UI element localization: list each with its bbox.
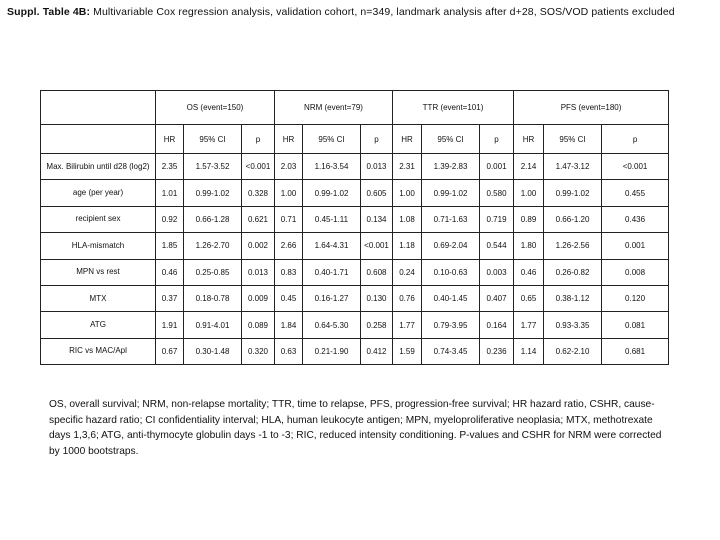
table-cell: 0.134 xyxy=(361,206,393,232)
empty-corner-cell xyxy=(41,91,156,125)
table-cell: <0.001 xyxy=(602,154,669,180)
row-label: MTX xyxy=(41,285,156,311)
table-cell: 0.320 xyxy=(242,338,275,364)
table-cell: 0.99-1.02 xyxy=(422,180,480,206)
table-cell: 0.46 xyxy=(156,259,184,285)
table-cell: 2.14 xyxy=(514,154,544,180)
table-cell: 1.80 xyxy=(514,233,544,259)
table-cell: 0.24 xyxy=(393,259,422,285)
table-row xyxy=(41,233,669,259)
subheader-row xyxy=(41,125,669,154)
row-label: recipient sex xyxy=(41,206,156,232)
table-cell: 0.621 xyxy=(242,206,275,232)
table-cell: 0.608 xyxy=(361,259,393,285)
table-cell: 0.89 xyxy=(514,206,544,232)
table-caption xyxy=(7,5,707,19)
row-label: Max. Bilirubin until d28 (log2) xyxy=(41,154,156,180)
table-cell: 2.31 xyxy=(393,154,422,180)
table-cell: 0.40-1.71 xyxy=(303,259,361,285)
table-cell: 1.00 xyxy=(393,180,422,206)
table-cell: 0.164 xyxy=(480,312,514,338)
table-cell: 0.16-1.27 xyxy=(303,285,361,311)
table-cell: 0.65 xyxy=(514,285,544,311)
table-cell: 0.013 xyxy=(242,259,275,285)
table-cell: 0.009 xyxy=(242,285,275,311)
table-cell: 0.46 xyxy=(514,259,544,285)
table-cell: 0.83 xyxy=(275,259,303,285)
table-cell: 0.37 xyxy=(156,285,184,311)
row-label: RIC vs MAC/Apl xyxy=(41,338,156,364)
table-cell: 0.99-1.02 xyxy=(184,180,242,206)
row-label: ATG xyxy=(41,312,156,338)
subheader-p: p xyxy=(242,125,275,154)
table-cell: 0.013 xyxy=(361,154,393,180)
subheader-hr: HR xyxy=(393,125,422,154)
table-cell: 1.84 xyxy=(275,312,303,338)
table-cell: 0.328 xyxy=(242,180,275,206)
subheader-ci: 95% CI xyxy=(303,125,361,154)
table-cell: 0.605 xyxy=(361,180,393,206)
table-cell: 0.38-1.12 xyxy=(544,285,602,311)
table-cell: 1.39-2.83 xyxy=(422,154,480,180)
table-cell: 0.74-3.45 xyxy=(422,338,480,364)
row-label: age (per year) xyxy=(41,180,156,206)
table-cell: 0.67 xyxy=(156,338,184,364)
table-row xyxy=(41,312,669,338)
table-cell: 0.40-1.45 xyxy=(422,285,480,311)
table-cell: 1.14 xyxy=(514,338,544,364)
table-cell: 1.91 xyxy=(156,312,184,338)
table-cell: 0.26-0.82 xyxy=(544,259,602,285)
table-cell: 0.92 xyxy=(156,206,184,232)
table-cell: 0.008 xyxy=(602,259,669,285)
group-header-row xyxy=(41,91,669,125)
subheader-p: p xyxy=(480,125,514,154)
row-label: HLA-mismatch xyxy=(41,233,156,259)
table-cell: 0.436 xyxy=(602,206,669,232)
group-header-nrm: NRM (event=79) xyxy=(275,91,393,125)
table-cell: 0.10-0.63 xyxy=(422,259,480,285)
table-cell: 2.03 xyxy=(275,154,303,180)
table-cell: <0.001 xyxy=(242,154,275,180)
table-cell: 0.18-0.78 xyxy=(184,285,242,311)
table-cell: 0.412 xyxy=(361,338,393,364)
table-cell: 0.79-3.95 xyxy=(422,312,480,338)
table-cell: 1.08 xyxy=(393,206,422,232)
table-cell: 1.16-3.54 xyxy=(303,154,361,180)
group-header-os: OS (event=150) xyxy=(156,91,275,125)
subheader-ci: 95% CI xyxy=(422,125,480,154)
subheader-hr: HR xyxy=(156,125,184,154)
table-cell: 0.63 xyxy=(275,338,303,364)
subheader-p: p xyxy=(361,125,393,154)
table-cell: 0.081 xyxy=(602,312,669,338)
table-cell: 0.71 xyxy=(275,206,303,232)
group-header-pfs: PFS (event=180) xyxy=(514,91,669,125)
table-cell: 0.69-2.04 xyxy=(422,233,480,259)
table-cell: 0.001 xyxy=(480,154,514,180)
table-cell: 0.62-2.10 xyxy=(544,338,602,364)
table-cell: 1.00 xyxy=(514,180,544,206)
table-cell: 0.71-1.63 xyxy=(422,206,480,232)
table-cell: 0.089 xyxy=(242,312,275,338)
table-cell: 0.99-1.02 xyxy=(544,180,602,206)
table-cell: 0.681 xyxy=(602,338,669,364)
table-cell: 0.236 xyxy=(480,338,514,364)
empty-subheader-cell xyxy=(41,125,156,154)
subheader-ci: 95% CI xyxy=(544,125,602,154)
table-cell: 1.01 xyxy=(156,180,184,206)
subheader-ci: 95% CI xyxy=(184,125,242,154)
caption-title: Suppl. Table 4B: xyxy=(7,6,91,18)
table-cell: 1.77 xyxy=(514,312,544,338)
table-cell: 1.18 xyxy=(393,233,422,259)
table-cell: 0.407 xyxy=(480,285,514,311)
table-cell: 0.580 xyxy=(480,180,514,206)
table-cell: 1.59 xyxy=(393,338,422,364)
table-cell: 1.57-3.52 xyxy=(184,154,242,180)
table-cell: 0.003 xyxy=(480,259,514,285)
group-header-ttr: TTR (event=101) xyxy=(393,91,514,125)
table-cell: 2.66 xyxy=(275,233,303,259)
table-cell: 0.91-4.01 xyxy=(184,312,242,338)
table-cell: 0.120 xyxy=(602,285,669,311)
table-cell: 1.26-2.56 xyxy=(544,233,602,259)
table-cell: 0.45 xyxy=(275,285,303,311)
cox-regression-table xyxy=(40,90,669,365)
table-cell: 0.455 xyxy=(602,180,669,206)
table-cell: 0.258 xyxy=(361,312,393,338)
table-cell: 1.85 xyxy=(156,233,184,259)
table-row xyxy=(41,338,669,364)
table-cell: 0.66-1.20 xyxy=(544,206,602,232)
table-cell: 1.64-4.31 xyxy=(303,233,361,259)
table-cell: 0.544 xyxy=(480,233,514,259)
table-cell: 0.21-1.90 xyxy=(303,338,361,364)
table-cell: 1.00 xyxy=(275,180,303,206)
table-cell: 2.35 xyxy=(156,154,184,180)
subheader-hr: HR xyxy=(275,125,303,154)
table-cell: 0.719 xyxy=(480,206,514,232)
row-label: MPN vs rest xyxy=(41,259,156,285)
table-row xyxy=(41,180,669,206)
table-cell: 0.93-3.35 xyxy=(544,312,602,338)
table-row xyxy=(41,259,669,285)
table-row xyxy=(41,154,669,180)
table-cell: 1.26-2.70 xyxy=(184,233,242,259)
table-cell: 0.76 xyxy=(393,285,422,311)
caption-text: Multivariable Cox regression analysis, validation cohort, n=349, landmark analysis after d+28, SOS/VOD patients excluded xyxy=(93,6,675,18)
subheader-hr: HR xyxy=(514,125,544,154)
table-cell: <0.001 xyxy=(361,233,393,259)
table-cell: 0.130 xyxy=(361,285,393,311)
table-cell: 0.001 xyxy=(602,233,669,259)
table-row xyxy=(41,285,669,311)
table-cell: 1.47-3.12 xyxy=(544,154,602,180)
table-cell: 0.45-1.11 xyxy=(303,206,361,232)
table-cell: 0.64-5.30 xyxy=(303,312,361,338)
subheader-p: p xyxy=(602,125,669,154)
table-cell: 0.25-0.85 xyxy=(184,259,242,285)
table-cell: 0.30-1.48 xyxy=(184,338,242,364)
table-cell: 1.77 xyxy=(393,312,422,338)
table-row xyxy=(41,206,669,232)
table-cell: 0.99-1.02 xyxy=(303,180,361,206)
table-cell: 0.66-1.28 xyxy=(184,206,242,232)
table-footnote: OS, overall survival; NRM, non-relapse mortality; TTR, time to relapse, PFS, progression-free survival; HR hazard ratio, CSHR, cause-specific hazard ratio; CI confidentiality interval; HLA, human leukocyte antigen; MPN, myeloproliferative neoplasia; MTX, methotrexate days 1,3,6; ATG, anti-thymocyte globulin days -1 to -3; RIC, reduced intensity conditioning. P-values and CSHR for NRM were corrected by 1000 bootstraps. xyxy=(49,399,662,457)
table-cell: 0.002 xyxy=(242,233,275,259)
